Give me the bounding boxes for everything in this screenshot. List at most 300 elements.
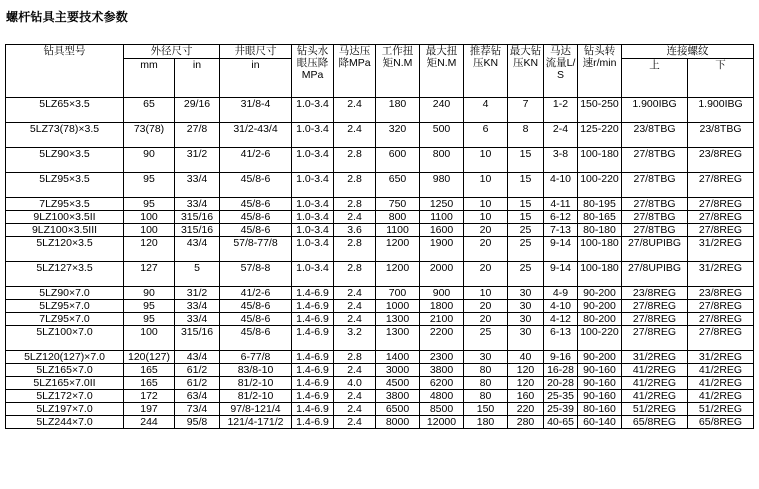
cell-thread-down: 27/8REG bbox=[688, 313, 754, 326]
cell-rec-wob: 20 bbox=[464, 262, 508, 287]
cell-bit-drop: 1.0-3.4 bbox=[292, 148, 334, 173]
cell-max-torque: 6200 bbox=[420, 377, 464, 390]
cell-speed: 80-160 bbox=[578, 403, 622, 416]
cell-flow: 25-35 bbox=[544, 390, 578, 403]
cell-model: 5LZ95×7.0 bbox=[6, 300, 124, 313]
cell-max-torque: 1600 bbox=[420, 224, 464, 237]
table-row bbox=[6, 224, 754, 237]
cell-max-wob: 120 bbox=[508, 364, 544, 377]
cell-thread-up: 27/8UPIBG bbox=[622, 262, 688, 287]
cell-flow: 6-12 bbox=[544, 211, 578, 224]
cell-work-torque: 1000 bbox=[376, 300, 420, 313]
spec-table-body bbox=[6, 98, 754, 429]
cell-model: 5LZ100×7.0 bbox=[6, 326, 124, 351]
cell-max-torque: 8500 bbox=[420, 403, 464, 416]
cell-model: 5LZ73(78)×3.5 bbox=[6, 123, 124, 148]
cell-thread-down: 41/2REG bbox=[688, 390, 754, 403]
cell-thread-up: 31/2REG bbox=[622, 351, 688, 364]
cell-motor-drop: 2.8 bbox=[334, 148, 376, 173]
cell-max-torque: 12000 bbox=[420, 416, 464, 429]
col-header-motor-drop: 马达压降MPa bbox=[334, 45, 376, 98]
cell-rec-wob: 6 bbox=[464, 123, 508, 148]
cell-max-wob: 15 bbox=[508, 173, 544, 198]
cell-motor-drop: 2.4 bbox=[334, 416, 376, 429]
cell-flow: 40-65 bbox=[544, 416, 578, 429]
cell-rec-wob: 80 bbox=[464, 377, 508, 390]
cell-hole: 41/2-6 bbox=[220, 287, 292, 300]
cell-hole: 31/2-43/4 bbox=[220, 123, 292, 148]
cell-model: 5LZ127×3.5 bbox=[6, 262, 124, 287]
table-row bbox=[6, 377, 754, 390]
cell-thread-down: 23/8REG bbox=[688, 148, 754, 173]
cell-rec-wob: 80 bbox=[464, 390, 508, 403]
cell-od-mm: 244 bbox=[124, 416, 175, 429]
cell-motor-drop: 2.8 bbox=[334, 351, 376, 364]
cell-od-mm: 120(127) bbox=[124, 351, 175, 364]
cell-thread-up: 27/8TBG bbox=[622, 224, 688, 237]
cell-rec-wob: 4 bbox=[464, 98, 508, 123]
cell-hole: 6-77/8 bbox=[220, 351, 292, 364]
cell-od-mm: 165 bbox=[124, 364, 175, 377]
cell-flow: 4-10 bbox=[544, 173, 578, 198]
cell-bit-drop: 1.0-3.4 bbox=[292, 262, 334, 287]
cell-speed: 60-140 bbox=[578, 416, 622, 429]
cell-motor-drop: 2.4 bbox=[334, 403, 376, 416]
cell-rec-wob: 30 bbox=[464, 351, 508, 364]
cell-max-wob: 40 bbox=[508, 351, 544, 364]
col-header-hole-in: in bbox=[220, 59, 292, 98]
cell-work-torque: 700 bbox=[376, 287, 420, 300]
cell-motor-drop: 2.8 bbox=[334, 173, 376, 198]
cell-work-torque: 800 bbox=[376, 211, 420, 224]
cell-thread-down: 27/8REG bbox=[688, 198, 754, 211]
table-row bbox=[6, 98, 754, 123]
cell-max-torque: 1100 bbox=[420, 211, 464, 224]
table-row bbox=[6, 416, 754, 429]
cell-thread-up: 23/8TBG bbox=[622, 123, 688, 148]
cell-od-in: 29/16 bbox=[175, 98, 220, 123]
cell-speed: 80-165 bbox=[578, 211, 622, 224]
cell-hole: 41/2-6 bbox=[220, 148, 292, 173]
col-header-speed: 钻头转速r/min bbox=[578, 45, 622, 98]
cell-speed: 100-180 bbox=[578, 148, 622, 173]
cell-thread-down: 1.900IBG bbox=[688, 98, 754, 123]
table-row bbox=[6, 351, 754, 364]
cell-thread-up: 41/2REG bbox=[622, 390, 688, 403]
header-row-1 bbox=[6, 45, 754, 59]
cell-max-torque: 2300 bbox=[420, 351, 464, 364]
cell-max-wob: 30 bbox=[508, 287, 544, 300]
cell-od-in: 33/4 bbox=[175, 300, 220, 313]
cell-rec-wob: 80 bbox=[464, 364, 508, 377]
cell-bit-drop: 1.4-6.9 bbox=[292, 403, 334, 416]
cell-thread-up: 41/2REG bbox=[622, 364, 688, 377]
cell-thread-up: 27/8TBG bbox=[622, 173, 688, 198]
cell-bit-drop: 1.4-6.9 bbox=[292, 351, 334, 364]
col-header-work-torque: 工作扭矩N.M bbox=[376, 45, 420, 98]
col-header-thread: 连接螺纹 bbox=[622, 45, 754, 59]
cell-flow: 4-12 bbox=[544, 313, 578, 326]
cell-thread-down: 23/8TBG bbox=[688, 123, 754, 148]
cell-od-in: 31/2 bbox=[175, 148, 220, 173]
cell-work-torque: 650 bbox=[376, 173, 420, 198]
cell-model: 5LZ90×7.0 bbox=[6, 287, 124, 300]
cell-thread-up: 65/8REG bbox=[622, 416, 688, 429]
cell-flow: 7-13 bbox=[544, 224, 578, 237]
cell-hole: 97/8-121/4 bbox=[220, 403, 292, 416]
col-header-flow: 马达流量L/S bbox=[544, 45, 578, 98]
cell-bit-drop: 1.4-6.9 bbox=[292, 390, 334, 403]
col-header-thread-down: 下 bbox=[688, 59, 754, 98]
cell-max-torque: 1250 bbox=[420, 198, 464, 211]
cell-od-in: 27/8 bbox=[175, 123, 220, 148]
col-header-od-in: in bbox=[175, 59, 220, 98]
cell-work-torque: 8000 bbox=[376, 416, 420, 429]
cell-max-wob: 7 bbox=[508, 98, 544, 123]
cell-motor-drop: 2.4 bbox=[334, 287, 376, 300]
cell-rec-wob: 10 bbox=[464, 173, 508, 198]
col-header-bit-drop: 钻头水眼压降MPa bbox=[292, 45, 334, 98]
cell-speed: 125-220 bbox=[578, 123, 622, 148]
table-row bbox=[6, 390, 754, 403]
cell-model: 5LZ172×7.0 bbox=[6, 390, 124, 403]
cell-od-mm: 172 bbox=[124, 390, 175, 403]
cell-od-in: 5 bbox=[175, 262, 220, 287]
cell-rec-wob: 20 bbox=[464, 224, 508, 237]
cell-od-mm: 100 bbox=[124, 211, 175, 224]
cell-model: 5LZ120(127)×7.0 bbox=[6, 351, 124, 364]
table-row bbox=[6, 403, 754, 416]
cell-thread-down: 23/8REG bbox=[688, 287, 754, 300]
cell-model: 5LZ197×7.0 bbox=[6, 403, 124, 416]
col-header-model: 钻具型号 bbox=[6, 45, 124, 98]
table-row bbox=[6, 364, 754, 377]
cell-flow: 4-11 bbox=[544, 198, 578, 211]
cell-speed: 90-200 bbox=[578, 351, 622, 364]
col-header-max-wob: 最大钻压KN bbox=[508, 45, 544, 98]
cell-motor-drop: 2.8 bbox=[334, 198, 376, 211]
cell-model: 5LZ120×3.5 bbox=[6, 237, 124, 262]
cell-hole: 45/8-6 bbox=[220, 198, 292, 211]
cell-speed: 100-220 bbox=[578, 326, 622, 351]
cell-od-mm: 95 bbox=[124, 198, 175, 211]
cell-max-wob: 220 bbox=[508, 403, 544, 416]
cell-rec-wob: 10 bbox=[464, 148, 508, 173]
cell-work-torque: 320 bbox=[376, 123, 420, 148]
cell-work-torque: 6500 bbox=[376, 403, 420, 416]
spec-table bbox=[5, 44, 754, 429]
cell-max-torque: 500 bbox=[420, 123, 464, 148]
cell-bit-drop: 1.0-3.4 bbox=[292, 123, 334, 148]
cell-model: 5LZ65×3.5 bbox=[6, 98, 124, 123]
cell-model: 7LZ95×7.0 bbox=[6, 313, 124, 326]
cell-thread-up: 27/8REG bbox=[622, 300, 688, 313]
cell-od-in: 315/16 bbox=[175, 326, 220, 351]
cell-flow: 1-2 bbox=[544, 98, 578, 123]
cell-motor-drop: 2.8 bbox=[334, 237, 376, 262]
cell-flow: 6-13 bbox=[544, 326, 578, 351]
cell-thread-up: 1.900IBG bbox=[622, 98, 688, 123]
col-header-hole: 井眼尺寸 bbox=[220, 45, 292, 59]
cell-motor-drop: 3.2 bbox=[334, 326, 376, 351]
table-row bbox=[6, 326, 754, 351]
table-row bbox=[6, 173, 754, 198]
cell-rec-wob: 20 bbox=[464, 313, 508, 326]
cell-flow: 4-9 bbox=[544, 287, 578, 300]
cell-rec-wob: 10 bbox=[464, 211, 508, 224]
cell-max-wob: 120 bbox=[508, 377, 544, 390]
cell-work-torque: 1200 bbox=[376, 237, 420, 262]
cell-speed: 80-200 bbox=[578, 313, 622, 326]
cell-od-in: 61/2 bbox=[175, 377, 220, 390]
table-row bbox=[6, 123, 754, 148]
cell-max-wob: 160 bbox=[508, 390, 544, 403]
cell-od-in: 73/4 bbox=[175, 403, 220, 416]
cell-hole: 81/2-10 bbox=[220, 390, 292, 403]
cell-thread-up: 27/8UPIBG bbox=[622, 237, 688, 262]
cell-od-in: 61/2 bbox=[175, 364, 220, 377]
cell-speed: 150-250 bbox=[578, 98, 622, 123]
cell-max-wob: 30 bbox=[508, 300, 544, 313]
cell-model: 5LZ165×7.0 bbox=[6, 364, 124, 377]
cell-od-mm: 95 bbox=[124, 300, 175, 313]
cell-max-wob: 25 bbox=[508, 224, 544, 237]
cell-work-torque: 1200 bbox=[376, 262, 420, 287]
cell-max-torque: 240 bbox=[420, 98, 464, 123]
cell-od-mm: 100 bbox=[124, 224, 175, 237]
cell-thread-down: 31/2REG bbox=[688, 262, 754, 287]
cell-max-torque: 1800 bbox=[420, 300, 464, 313]
cell-rec-wob: 10 bbox=[464, 198, 508, 211]
cell-rec-wob: 20 bbox=[464, 300, 508, 313]
cell-max-torque: 2200 bbox=[420, 326, 464, 351]
cell-motor-drop: 2.4 bbox=[334, 300, 376, 313]
cell-bit-drop: 1.0-3.4 bbox=[292, 98, 334, 123]
col-header-rec-wob: 推荐钻压KN bbox=[464, 45, 508, 98]
cell-work-torque: 600 bbox=[376, 148, 420, 173]
cell-bit-drop: 1.4-6.9 bbox=[292, 300, 334, 313]
spec-table-frame bbox=[5, 44, 753, 485]
cell-work-torque: 1100 bbox=[376, 224, 420, 237]
cell-thread-down: 41/2REG bbox=[688, 364, 754, 377]
cell-bit-drop: 1.4-6.9 bbox=[292, 287, 334, 300]
cell-bit-drop: 1.0-3.4 bbox=[292, 224, 334, 237]
col-header-thread-up: 上 bbox=[622, 59, 688, 98]
cell-motor-drop: 2.8 bbox=[334, 262, 376, 287]
cell-work-torque: 1300 bbox=[376, 326, 420, 351]
cell-hole: 57/8-8 bbox=[220, 262, 292, 287]
page-title: 螺杆钻具主要技术参数 bbox=[6, 10, 129, 24]
cell-thread-up: 51/2REG bbox=[622, 403, 688, 416]
cell-od-mm: 120 bbox=[124, 237, 175, 262]
cell-work-torque: 750 bbox=[376, 198, 420, 211]
cell-motor-drop: 2.4 bbox=[334, 364, 376, 377]
cell-od-mm: 100 bbox=[124, 326, 175, 351]
cell-hole: 81/2-10 bbox=[220, 377, 292, 390]
cell-motor-drop: 3.6 bbox=[334, 224, 376, 237]
cell-max-torque: 800 bbox=[420, 148, 464, 173]
cell-hole: 57/8-77/8 bbox=[220, 237, 292, 262]
cell-od-mm: 165 bbox=[124, 377, 175, 390]
cell-od-in: 31/2 bbox=[175, 287, 220, 300]
cell-max-wob: 15 bbox=[508, 198, 544, 211]
cell-hole: 45/8-6 bbox=[220, 211, 292, 224]
cell-max-wob: 30 bbox=[508, 326, 544, 351]
cell-thread-down: 27/8REG bbox=[688, 173, 754, 198]
cell-od-in: 33/4 bbox=[175, 173, 220, 198]
cell-od-mm: 90 bbox=[124, 148, 175, 173]
cell-hole: 121/4-171/2 bbox=[220, 416, 292, 429]
table-row bbox=[6, 237, 754, 262]
cell-hole: 45/8-6 bbox=[220, 224, 292, 237]
cell-flow: 16-28 bbox=[544, 364, 578, 377]
cell-work-torque: 3800 bbox=[376, 390, 420, 403]
cell-rec-wob: 150 bbox=[464, 403, 508, 416]
cell-max-wob: 30 bbox=[508, 313, 544, 326]
cell-rec-wob: 20 bbox=[464, 237, 508, 262]
cell-thread-down: 41/2REG bbox=[688, 377, 754, 390]
cell-od-mm: 95 bbox=[124, 313, 175, 326]
cell-speed: 90-200 bbox=[578, 287, 622, 300]
cell-od-in: 43/4 bbox=[175, 351, 220, 364]
cell-flow: 20-28 bbox=[544, 377, 578, 390]
cell-thread-down: 31/2REG bbox=[688, 237, 754, 262]
cell-hole: 45/8-6 bbox=[220, 300, 292, 313]
cell-work-torque: 1300 bbox=[376, 313, 420, 326]
cell-thread-down: 27/8REG bbox=[688, 300, 754, 313]
table-row bbox=[6, 262, 754, 287]
cell-flow: 9-16 bbox=[544, 351, 578, 364]
cell-thread-up: 27/8TBG bbox=[622, 211, 688, 224]
cell-od-mm: 90 bbox=[124, 287, 175, 300]
cell-thread-up: 27/8REG bbox=[622, 313, 688, 326]
cell-speed: 80-180 bbox=[578, 224, 622, 237]
cell-od-mm: 127 bbox=[124, 262, 175, 287]
cell-bit-drop: 1.0-3.4 bbox=[292, 173, 334, 198]
cell-flow: 25-39 bbox=[544, 403, 578, 416]
cell-od-mm: 65 bbox=[124, 98, 175, 123]
cell-rec-wob: 25 bbox=[464, 326, 508, 351]
col-header-od: 外径尺寸 bbox=[124, 45, 220, 59]
cell-thread-up: 27/8TBG bbox=[622, 198, 688, 211]
cell-thread-up: 41/2REG bbox=[622, 377, 688, 390]
cell-max-torque: 3800 bbox=[420, 364, 464, 377]
cell-hole: 45/8-6 bbox=[220, 313, 292, 326]
col-header-od-mm: mm bbox=[124, 59, 175, 98]
table-row bbox=[6, 313, 754, 326]
table-row bbox=[6, 211, 754, 224]
cell-flow: 9-14 bbox=[544, 237, 578, 262]
cell-bit-drop: 1.4-6.9 bbox=[292, 377, 334, 390]
cell-bit-drop: 1.0-3.4 bbox=[292, 237, 334, 262]
cell-speed: 90-160 bbox=[578, 364, 622, 377]
cell-hole: 45/8-6 bbox=[220, 326, 292, 351]
cell-speed: 90-160 bbox=[578, 377, 622, 390]
cell-speed: 90-160 bbox=[578, 390, 622, 403]
cell-od-mm: 197 bbox=[124, 403, 175, 416]
table-row bbox=[6, 287, 754, 300]
cell-bit-drop: 1.4-6.9 bbox=[292, 313, 334, 326]
cell-work-torque: 4500 bbox=[376, 377, 420, 390]
cell-thread-up: 23/8REG bbox=[622, 287, 688, 300]
cell-max-wob: 8 bbox=[508, 123, 544, 148]
cell-model: 5LZ90×3.5 bbox=[6, 148, 124, 173]
cell-bit-drop: 1.0-3.4 bbox=[292, 211, 334, 224]
cell-max-torque: 900 bbox=[420, 287, 464, 300]
cell-motor-drop: 2.4 bbox=[334, 211, 376, 224]
cell-model: 5LZ244×7.0 bbox=[6, 416, 124, 429]
cell-rec-wob: 180 bbox=[464, 416, 508, 429]
cell-work-torque: 1400 bbox=[376, 351, 420, 364]
cell-thread-down: 51/2REG bbox=[688, 403, 754, 416]
cell-thread-down: 65/8REG bbox=[688, 416, 754, 429]
cell-model: 9LZ100×3.5II bbox=[6, 211, 124, 224]
cell-speed: 100-180 bbox=[578, 237, 622, 262]
cell-model: 5LZ165×7.0II bbox=[6, 377, 124, 390]
cell-speed: 100-220 bbox=[578, 173, 622, 198]
cell-bit-drop: 1.4-6.9 bbox=[292, 416, 334, 429]
cell-od-in: 63/4 bbox=[175, 390, 220, 403]
cell-hole: 83/8-10 bbox=[220, 364, 292, 377]
cell-speed: 80-195 bbox=[578, 198, 622, 211]
cell-model: 7LZ95×3.5 bbox=[6, 198, 124, 211]
cell-bit-drop: 1.0-3.4 bbox=[292, 198, 334, 211]
cell-thread-down: 27/8REG bbox=[688, 224, 754, 237]
cell-flow: 2-4 bbox=[544, 123, 578, 148]
cell-max-torque: 2100 bbox=[420, 313, 464, 326]
cell-od-in: 43/4 bbox=[175, 237, 220, 262]
cell-max-wob: 280 bbox=[508, 416, 544, 429]
cell-work-torque: 3000 bbox=[376, 364, 420, 377]
cell-od-in: 315/16 bbox=[175, 224, 220, 237]
cell-motor-drop: 4.0 bbox=[334, 377, 376, 390]
cell-motor-drop: 2.4 bbox=[334, 123, 376, 148]
col-header-max-torque: 最大扭矩N.M bbox=[420, 45, 464, 98]
cell-hole: 31/8-4 bbox=[220, 98, 292, 123]
cell-max-wob: 25 bbox=[508, 237, 544, 262]
cell-speed: 100-180 bbox=[578, 262, 622, 287]
cell-speed: 90-200 bbox=[578, 300, 622, 313]
cell-max-wob: 15 bbox=[508, 211, 544, 224]
cell-thread-down: 27/8REG bbox=[688, 326, 754, 351]
cell-thread-up: 27/8REG bbox=[622, 326, 688, 351]
cell-hole: 45/8-6 bbox=[220, 173, 292, 198]
cell-od-in: 33/4 bbox=[175, 313, 220, 326]
cell-max-torque: 1900 bbox=[420, 237, 464, 262]
cell-thread-down: 27/8REG bbox=[688, 211, 754, 224]
cell-od-in: 315/16 bbox=[175, 211, 220, 224]
table-row bbox=[6, 148, 754, 173]
cell-rec-wob: 10 bbox=[464, 287, 508, 300]
cell-motor-drop: 2.4 bbox=[334, 98, 376, 123]
cell-flow: 3-8 bbox=[544, 148, 578, 173]
cell-thread-up: 27/8TBG bbox=[622, 148, 688, 173]
cell-od-mm: 95 bbox=[124, 173, 175, 198]
table-row bbox=[6, 198, 754, 211]
cell-motor-drop: 2.4 bbox=[334, 390, 376, 403]
cell-motor-drop: 2.4 bbox=[334, 313, 376, 326]
cell-flow: 4-10 bbox=[544, 300, 578, 313]
cell-max-torque: 2000 bbox=[420, 262, 464, 287]
cell-flow: 9-14 bbox=[544, 262, 578, 287]
cell-max-wob: 15 bbox=[508, 148, 544, 173]
cell-bit-drop: 1.4-6.9 bbox=[292, 364, 334, 377]
cell-thread-down: 31/2REG bbox=[688, 351, 754, 364]
cell-od-mm: 73(78) bbox=[124, 123, 175, 148]
cell-max-torque: 4800 bbox=[420, 390, 464, 403]
cell-model: 5LZ95×3.5 bbox=[6, 173, 124, 198]
cell-od-in: 33/4 bbox=[175, 198, 220, 211]
